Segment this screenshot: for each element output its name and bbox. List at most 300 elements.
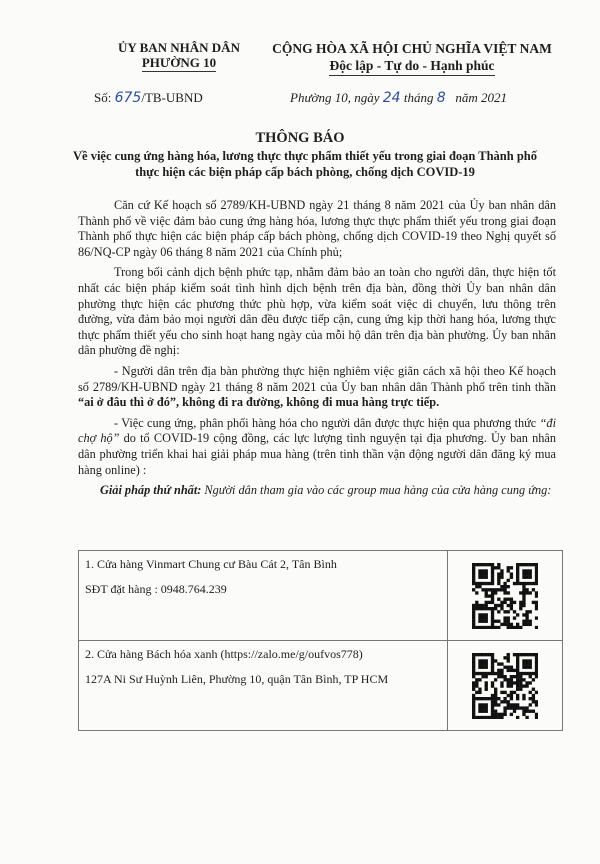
- qr-module: [507, 566, 510, 569]
- qr-module: [504, 597, 507, 600]
- qr-module: [472, 668, 475, 671]
- qr-module: [491, 697, 494, 700]
- qr-module: [510, 693, 513, 696]
- qr-module: [472, 659, 475, 662]
- qr-module: [485, 613, 488, 616]
- qr-module: [478, 613, 481, 616]
- qr-module: [507, 706, 510, 709]
- solution-one: [78, 483, 556, 499]
- qr-module: [513, 653, 516, 656]
- qr-module: [510, 572, 513, 575]
- qr-module: [510, 675, 513, 678]
- qr-module: [472, 715, 475, 718]
- qr-module: [475, 671, 478, 674]
- qr-module: [478, 569, 481, 572]
- qr-module: [526, 563, 529, 566]
- qr-module: [488, 594, 491, 597]
- qr-module: [497, 662, 500, 665]
- qr-module: [491, 588, 494, 591]
- qr-module: [522, 603, 525, 606]
- qr-module: [491, 622, 494, 625]
- qr-module: [472, 653, 475, 656]
- document-number: [94, 90, 203, 106]
- qr-module: [491, 693, 494, 696]
- item2-italic: “đi chợ hộ”: [78, 415, 556, 446]
- qr-module: [491, 600, 494, 603]
- qr-module: [529, 563, 532, 566]
- qr-module: [526, 709, 529, 712]
- qr-module: [494, 591, 497, 594]
- qr-module: [482, 706, 485, 709]
- qr-module: [516, 697, 519, 700]
- qr-module: [529, 572, 532, 575]
- qr-module: [519, 678, 522, 681]
- qr-module: [535, 662, 538, 665]
- qr-module: [516, 665, 519, 668]
- qr-module: [472, 588, 475, 591]
- qr-module: [497, 675, 500, 678]
- qr-module: [478, 662, 481, 665]
- qr-module: [488, 600, 491, 603]
- qr-module: [513, 703, 516, 706]
- qr-module: [485, 616, 488, 619]
- qr-module: [516, 653, 519, 656]
- qr-module: [516, 572, 519, 575]
- qr-code-icon[interactable]: [472, 653, 538, 719]
- qr-module: [519, 684, 522, 687]
- qr-module: [529, 671, 532, 674]
- qr-module: [475, 690, 478, 693]
- qr-module: [472, 563, 475, 566]
- qr-module: [519, 591, 522, 594]
- qr-module: [504, 697, 507, 700]
- item1-text: - Người dân trên địa bàn phường thực hiện nghiêm việc giãn cách xã hội theo Kế hoạch số 2789/KH-UBND ngày 21 tháng 8 năm 2021 của Ủy ban nhân dân Thành phố trên tinh thần: [78, 363, 556, 394]
- qr-module: [472, 607, 475, 610]
- qr-module: [522, 572, 525, 575]
- qr-module: [475, 715, 478, 718]
- qr-module: [529, 581, 532, 584]
- qr-module: [507, 703, 510, 706]
- qr-module: [500, 607, 503, 610]
- qr-module: [513, 600, 516, 603]
- qr-module: [513, 610, 516, 613]
- qr-module: [475, 585, 478, 588]
- qr-module: [472, 616, 475, 619]
- qr-module: [491, 684, 494, 687]
- qr-module: [522, 709, 525, 712]
- qr-module: [500, 622, 503, 625]
- qr-module: [491, 591, 494, 594]
- qr-module: [485, 581, 488, 584]
- qr-module: [485, 600, 488, 603]
- store-row: [79, 551, 563, 641]
- qr-module: [485, 659, 488, 662]
- qr-module: [485, 619, 488, 622]
- qr-module: [529, 665, 532, 668]
- qr-module: [529, 709, 532, 712]
- qr-module: [472, 566, 475, 569]
- qr-module: [522, 622, 525, 625]
- qr-module: [513, 681, 516, 684]
- qr-module: [535, 700, 538, 703]
- qr-module: [482, 616, 485, 619]
- qr-module: [522, 662, 525, 665]
- qr-module: [522, 613, 525, 616]
- qr-module: [519, 581, 522, 584]
- qr-module: [491, 594, 494, 597]
- qr-module: [497, 581, 500, 584]
- qr-module: [522, 697, 525, 700]
- qr-module: [491, 581, 494, 584]
- qr-module: [485, 603, 488, 606]
- qr-module: [526, 706, 529, 709]
- qr-module: [519, 653, 522, 656]
- qr-module: [485, 715, 488, 718]
- qr-module: [513, 675, 516, 678]
- qr-module: [535, 625, 538, 628]
- qr-module: [485, 703, 488, 706]
- doc-suffix: /TB-UBND: [141, 90, 203, 105]
- qr-module: [478, 572, 481, 575]
- qr-module: [491, 706, 494, 709]
- qr-module: [529, 662, 532, 665]
- qr-module: [519, 600, 522, 603]
- qr-module: [535, 671, 538, 674]
- qr-module: [532, 653, 535, 656]
- qr-module: [497, 703, 500, 706]
- qr-module: [494, 712, 497, 715]
- qr-module: [500, 668, 503, 671]
- qr-module: [519, 706, 522, 709]
- qr-module: [529, 681, 532, 684]
- store-row: [79, 641, 563, 731]
- qr-module: [491, 668, 494, 671]
- qr-module: [522, 678, 525, 681]
- request-item-2: [78, 416, 556, 478]
- qr-module: [526, 622, 529, 625]
- qr-module: [522, 563, 525, 566]
- qr-module: [494, 703, 497, 706]
- qr-module: [482, 715, 485, 718]
- qr-module: [519, 625, 522, 628]
- doc-number-handwritten: 675: [114, 90, 142, 106]
- national-motto: Độc lập - Tự do - Hạnh phúc: [329, 57, 494, 76]
- qr-module: [491, 572, 494, 575]
- qr-module: [491, 656, 494, 659]
- qr-module: [519, 675, 522, 678]
- qr-module: [500, 662, 503, 665]
- qr-module: [504, 690, 507, 693]
- qr-module: [482, 671, 485, 674]
- qr-module: [488, 588, 491, 591]
- qr-module: [516, 684, 519, 687]
- qr-module: [500, 671, 503, 674]
- qr-module: [497, 671, 500, 674]
- qr-module: [488, 581, 491, 584]
- qr-module: [475, 678, 478, 681]
- qr-module: [488, 715, 491, 718]
- qr-module: [478, 653, 481, 656]
- qr-module: [504, 656, 507, 659]
- qr-module: [507, 653, 510, 656]
- qr-module: [478, 697, 481, 700]
- qr-module: [535, 563, 538, 566]
- qr-module: [535, 616, 538, 619]
- qr-module: [526, 572, 529, 575]
- qr-module: [504, 709, 507, 712]
- qr-code-icon[interactable]: [472, 563, 538, 629]
- qr-module: [516, 659, 519, 662]
- qr-module: [475, 581, 478, 584]
- qr-module: [491, 703, 494, 706]
- qr-module: [485, 662, 488, 665]
- qr-module: [526, 653, 529, 656]
- qr-module: [472, 700, 475, 703]
- qr-module: [494, 607, 497, 610]
- qr-module: [485, 687, 488, 690]
- qr-module: [510, 575, 513, 578]
- qr-module: [532, 588, 535, 591]
- qr-module: [485, 591, 488, 594]
- qr-module: [485, 709, 488, 712]
- qr-module: [497, 625, 500, 628]
- qr-module: [507, 625, 510, 628]
- qr-module: [472, 671, 475, 674]
- qr-module: [532, 687, 535, 690]
- qr-module: [535, 690, 538, 693]
- qr-module: [532, 581, 535, 584]
- qr-module: [516, 693, 519, 696]
- qr-module: [532, 671, 535, 674]
- qr-module: [529, 610, 532, 613]
- qr-module: [494, 687, 497, 690]
- qr-module: [526, 662, 529, 665]
- qr-module: [491, 597, 494, 600]
- qr-module: [491, 671, 494, 674]
- qr-module: [522, 588, 525, 591]
- qr-module: [529, 697, 532, 700]
- qr-module: [472, 693, 475, 696]
- paragraph-basis: Căn cứ Kế hoạch số 2789/KH-UBND ngày 21 tháng 8 năm 2021 của Ủy ban nhân dân Thành phố về việc đảm bảo cung ứng hàng hóa, lương thực thực phẩm thiết yếu trong giai đoạn Thành phố thực hiện các biện pháp cấp bách phòng, chống dịch COVID-19 theo Nghị quyết số 86/NQ-CP ngày 06 tháng 8 năm 2021 của Chính phủ;: [78, 198, 556, 259]
- qr-module: [535, 668, 538, 671]
- qr-module: [510, 665, 513, 668]
- qr-module: [485, 671, 488, 674]
- qr-module: [507, 693, 510, 696]
- qr-module: [488, 563, 491, 566]
- qr-module: [500, 675, 503, 678]
- qr-module: [494, 690, 497, 693]
- qr-module: [529, 591, 532, 594]
- qr-module: [535, 656, 538, 659]
- qr-module: [507, 578, 510, 581]
- qr-module: [475, 600, 478, 603]
- qr-module: [516, 671, 519, 674]
- qr-module: [472, 703, 475, 706]
- qr-module: [491, 662, 494, 665]
- qr-module: [491, 625, 494, 628]
- qr-module: [488, 697, 491, 700]
- qr-module: [516, 662, 519, 665]
- qr-module: [529, 659, 532, 662]
- qr-module: [529, 575, 532, 578]
- qr-module: [494, 697, 497, 700]
- qr-module: [497, 712, 500, 715]
- qr-module: [472, 625, 475, 628]
- qr-module: [491, 578, 494, 581]
- qr-module: [516, 566, 519, 569]
- qr-module: [535, 581, 538, 584]
- qr-module: [504, 622, 507, 625]
- qr-module: [497, 619, 500, 622]
- item1-bold: “ai ở đâu thì ở đó”, không đi ra đường, không đi mua hàng trực tiếp.: [78, 395, 440, 410]
- qr-module: [491, 659, 494, 662]
- qr-module: [513, 616, 516, 619]
- qr-module: [510, 690, 513, 693]
- qr-module: [510, 603, 513, 606]
- qr-module: [535, 665, 538, 668]
- qr-module: [504, 678, 507, 681]
- qr-module: [494, 678, 497, 681]
- qr-module: [482, 665, 485, 668]
- qr-module: [472, 687, 475, 690]
- qr-module: [507, 700, 510, 703]
- qr-module: [529, 675, 532, 678]
- qr-module: [472, 578, 475, 581]
- qr-module: [491, 610, 494, 613]
- qr-module: [491, 575, 494, 578]
- qr-module: [522, 659, 525, 662]
- qr-module: [491, 715, 494, 718]
- qr-module: [500, 585, 503, 588]
- qr-module: [500, 681, 503, 684]
- qr-module: [497, 575, 500, 578]
- qr-module: [494, 700, 497, 703]
- qr-module: [494, 671, 497, 674]
- qr-module: [522, 581, 525, 584]
- qr-module: [482, 697, 485, 700]
- solution-text: Người dân tham gia vào các group mua hàng của cửa hàng cung ứng:: [201, 483, 552, 498]
- qr-module: [482, 613, 485, 616]
- qr-module: [494, 566, 497, 569]
- date-prefix: Phường 10, ngày: [290, 90, 380, 105]
- qr-module: [504, 616, 507, 619]
- qr-module: [526, 569, 529, 572]
- qr-module: [510, 566, 513, 569]
- qr-module: [526, 613, 529, 616]
- qr-module: [507, 622, 510, 625]
- qr-module: [478, 563, 481, 566]
- qr-module: [491, 653, 494, 656]
- qr-module: [472, 709, 475, 712]
- qr-module: [500, 712, 503, 715]
- qr-code-cell[interactable]: [448, 641, 563, 731]
- store-info: [79, 551, 448, 641]
- qr-module: [504, 610, 507, 613]
- qr-module: [507, 678, 510, 681]
- qr-module: [472, 706, 475, 709]
- document-title: THÔNG BÁO: [255, 130, 345, 146]
- qr-module: [516, 575, 519, 578]
- qr-module: [529, 690, 532, 693]
- item2-pre: - Việc cung ứng, phân phối hàng hóa cho người dân được thực hiện qua phương thức: [114, 415, 540, 430]
- qr-code-cell[interactable]: [448, 551, 563, 641]
- qr-module: [535, 603, 538, 606]
- qr-module: [478, 581, 481, 584]
- qr-module: [507, 684, 510, 687]
- qr-module: [516, 668, 519, 671]
- qr-module: [516, 622, 519, 625]
- qr-module: [485, 569, 488, 572]
- qr-module: [500, 575, 503, 578]
- qr-module: [500, 684, 503, 687]
- qr-module: [491, 616, 494, 619]
- qr-module: [519, 563, 522, 566]
- qr-module: [535, 578, 538, 581]
- doc-prefix: Số:: [94, 90, 112, 105]
- qr-module: [507, 668, 510, 671]
- qr-module: [482, 563, 485, 566]
- qr-module: [510, 625, 513, 628]
- item2-post: do tổ COVID-19 cộng đồng, các lực lượng tình nguyện tại địa phương. Ủy ban nhân dân phường triển khai hai giải pháp mua hàng (trên tinh thần vận động người dân đăng ký mua hàng online) :: [78, 431, 556, 477]
- store-name: 1. Cửa hàng Vinmart Chung cư Bàu Cát 2, Tân Bình: [85, 557, 337, 571]
- qr-module: [532, 700, 535, 703]
- qr-module: [516, 706, 519, 709]
- qr-module: [507, 569, 510, 572]
- qr-module: [485, 697, 488, 700]
- qr-module: [475, 591, 478, 594]
- qr-module: [529, 619, 532, 622]
- qr-module: [485, 665, 488, 668]
- qr-module: [497, 572, 500, 575]
- qr-module: [510, 697, 513, 700]
- qr-module: [526, 591, 529, 594]
- qr-module: [491, 613, 494, 616]
- qr-module: [507, 585, 510, 588]
- qr-module: [488, 625, 491, 628]
- qr-module: [522, 575, 525, 578]
- qr-module: [475, 653, 478, 656]
- qr-module: [497, 697, 500, 700]
- qr-module: [513, 709, 516, 712]
- qr-module: [472, 603, 475, 606]
- qr-module: [510, 600, 513, 603]
- qr-module: [519, 603, 522, 606]
- qr-module: [504, 712, 507, 715]
- qr-module: [472, 662, 475, 665]
- national-header: [262, 40, 562, 76]
- qr-module: [516, 625, 519, 628]
- qr-module: [472, 712, 475, 715]
- qr-module: [535, 569, 538, 572]
- qr-module: [516, 703, 519, 706]
- qr-module: [535, 600, 538, 603]
- qr-module: [500, 700, 503, 703]
- qr-module: [482, 581, 485, 584]
- qr-module: [475, 625, 478, 628]
- qr-module: [526, 581, 529, 584]
- qr-module: [504, 600, 507, 603]
- qr-module: [482, 625, 485, 628]
- qr-module: [532, 693, 535, 696]
- qr-module: [485, 684, 488, 687]
- qr-module: [478, 687, 481, 690]
- qr-module: [529, 622, 532, 625]
- qr-module: [485, 681, 488, 684]
- qr-module: [510, 668, 513, 671]
- qr-module: [504, 675, 507, 678]
- store-address: 127A Ni Sư Huỳnh Liên, Phường 10, quận Tân Bình, TP HCM: [85, 672, 389, 686]
- qr-module: [522, 706, 525, 709]
